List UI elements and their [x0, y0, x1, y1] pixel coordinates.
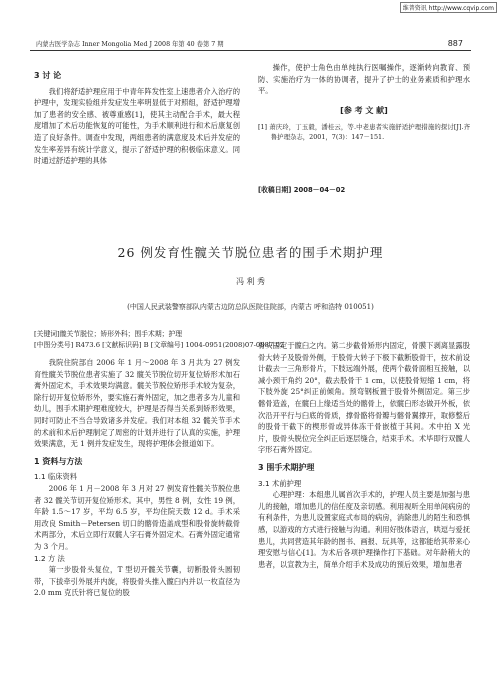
subsection-heading-preop: 3.1 术前护理	[258, 478, 302, 488]
reference-item: [1] 萧庆玲，丁玉毅，潘桂云，等.中老患者实施舒适护理措施的探讨[J].齐鲁护理杂志，2001，7(3)：147－151.	[258, 123, 470, 142]
watermark-stamp: 维普资讯 http://www.cqvip.com	[400, 2, 497, 13]
discussion-paragraph-continued: 操作，使护士角色由单纯执行医嘱操作，逐渐转向教育、预防、实施治疗为一体的协调者，提升了护士的业务素质和护理水平。	[258, 63, 470, 96]
running-header	[30, 38, 471, 51]
article-author: 冯 利 秀	[235, 277, 266, 286]
clinical-data-paragraph: 2006 年 1 月－2008 年 3 月对 27 例发育性髋关节脱位患者 32 髋关节切开复位矫形术。其中，男性 8 例，女性 19 例，年龄 1.5～17 岁，平均 6.5 岁，平均住院天数 12 d。手术采用改良 Smith－Petersen 切口的髂骨造盖成型和股骨旋转截骨术两部分，术后立即行双髋人字石膏外固定术。石膏外固定通常为 3 个月。	[34, 483, 240, 551]
body-left-column	[34, 357, 240, 599]
section-heading-nursing: 3 围手术期护理	[258, 462, 315, 472]
discussion-paragraph: 我们将舒适护理应用于中青年阵发性室上速患者介入治疗的护理中，发现实验组并发症发生率明显低于对照组，舒适护理增加了患者的安全感、被尊重感[1]，使其主动配合手术，最大程度增加了术后功能恢复的可能性，为手术顺利进行和术后康复创造了良好条件。调查中发现，两组患者的满意度及术后并发症的发生率差异有统计学意义，提示了舒适护理的积极临床意义。同时通过舒适护理的具体	[34, 86, 240, 166]
subsection-heading-clinical: 1.1 临床资料	[34, 472, 78, 482]
prev-article-right-column	[258, 62, 470, 142]
intro-paragraph: 我院住院部自 2006 年 1 月～2008 年 3 月共为 27 例发育性髋关节脱位患者实施了 32 髋关节脱位切开复位矫形术加石膏外固定术，手术效果均满意。髋关节脱位矫形手术较为复杂，除行切开复位矫形外，要实施石膏外固定，加之患者多为儿童和幼儿，围手术期护理难度较大，护理是否得当关系到矫形效果，同时可防止不当合导致诸多并发症。我们对本组 32 髋关节手术的术前和术后护理制定了周密的计划并进行了认真的实施，护理效果满意，无 1 例并发症发生，现将护理体会报道如下。	[34, 358, 240, 449]
methods-paragraph: 第一步股骨头复位，T 型切开髋关节囊，切断股骨头圆韧带，下拔牵引外展并内旋，将股骨头推入髋臼内并以一枚直径为 2.0 mm 克氏针将已复位的股	[34, 565, 240, 598]
references-heading: [参 考 文 献]	[340, 105, 388, 115]
author-affiliation: (中国人民武装警察部队内蒙古边防总队医院住院部，内蒙古 呼和浩特 010051)	[127, 303, 374, 311]
page-number: 887	[447, 39, 463, 48]
section-heading-materials: 1 资料与方法	[34, 456, 83, 466]
prev-article-left-column	[34, 70, 240, 167]
methods-paragraph-continued: 骨头固定于髋臼之内。第二步截骨矫形内固定，骨膜下剥离显露股骨大转子及股骨外侧，于股骨大转子下极下截断股骨干，按术前设计截去一三角形骨片，下肢远端外展，使两个截骨面相互接触，以减小颈干角约 20°，截去股骨干 1 cm，以使股骨短缩 1 cm，将下肢外旋 25°纠正前倾角。预弯钢板置于股骨外侧固定。第三步髂骨造盖，在髋臼上缘适当处的髂骨上，依髋臼形态做开外板，依次沿开平行与臼底的骨质，撑骨骼将骨瓣与髂骨翼撑开，取修整后的股骨干截下的楔形骨或异体冻干骨嵌植于其间。术中拍 X 光片，股骨头脱位完全纠正后逐层缝合，结束手术。术毕即行双髋人字形石膏外固定。	[258, 341, 470, 455]
subsection-heading-methods: 1.2 方 法	[34, 553, 65, 563]
received-date: [收稿日期] 2008－04－02	[258, 186, 346, 194]
preop-care-paragraph: 心理护理：本组患儿属首次手术的，护理人员主要是加强与患儿的接触，增加患儿的信任度及亲切感。利用视听全用单间病房的有利条件，为患儿设置家庭式布局的病房，消除患儿的陌生和恐惧感，以游戏的方式进行接触与沟通。利用好肢体语言，哄逗与爱抚患儿，共同营造其年龄的图书、画报、玩具等，这都能给其带来心理安慰与信心[1]。为术后各项护理操作打下基础。对年龄稍大的患者，以宣教为主，简单介绍手术及成功的预后效果，增加患者	[258, 490, 470, 569]
classification-line: [中图分类号] R473.6 [文献标识码] B [文章编号] 1004-0951(2008)07-0887-02	[34, 341, 285, 349]
journal-citation: 内蒙古医学杂志 Inner Mongolia Med J 2008 年第 40 卷第 7 期	[36, 41, 224, 48]
section-heading-discussion: 3 讨 论	[34, 71, 62, 80]
article-title: 26 例发育性髋关节脱位患者的围手术期护理	[117, 245, 384, 260]
keywords-line: [关键词]髋关节脱位；矫形外科；围手术期；护理	[34, 330, 183, 338]
keywords-block	[34, 329, 284, 351]
body-right-column	[258, 340, 470, 570]
